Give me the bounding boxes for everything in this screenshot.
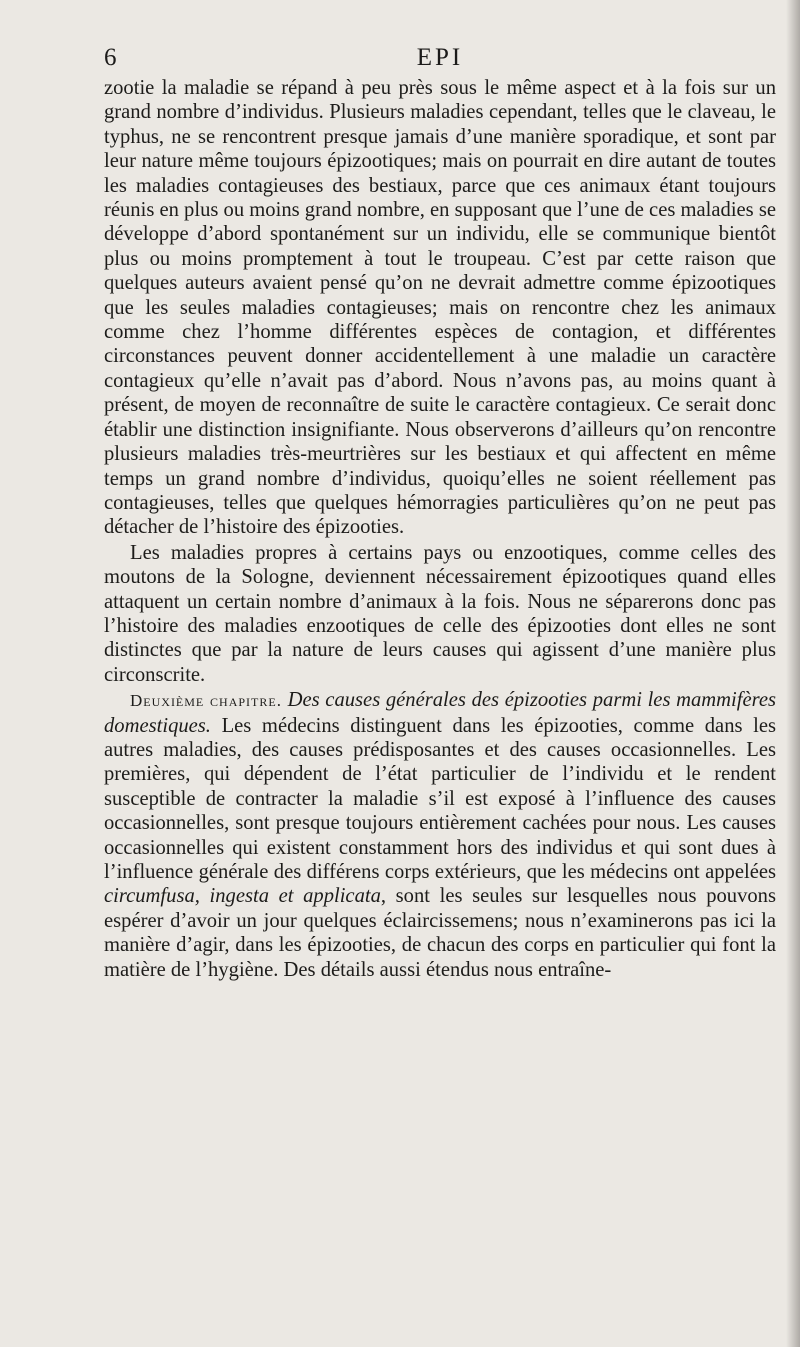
page-gutter-shadow	[786, 0, 800, 1347]
chapter-title: Des causes générales des épizooties parmi les mammifères domestiques.	[104, 689, 777, 737]
paragraph: zootie la maladie se répand à peu près sous le même aspect et à la fois sur un grand nombre d’individus. Plusieurs maladies cependant, telles que le claveau, le typhus, ne se rencontrent presque jamais d’une manière sporadique, et sont par leur nature même toujours épizootiques; mais on pourrait en dire autant de toutes les maladies contagieuses des bestiaux, parce que ces animaux étant toujours réunis en plus ou moins grand nombre, en supposant que l’une de ces maladies se développe d’abord spontanément sur un individu, elle se communique bientôt plus ou moins promptement à tout le troupeau. C’est par cette raison que quelques auteurs avaient pensé qu’on ne devrait admettre comme épizootiques que les seules maladies contagieuses; mais on rencontre chez les animaux comme chez l’homme différentes espèces de contagion, et différentes circonstances peuvent donner accidentellement à une maladie un caractère contagieux qu’elle n’avait pas d’abord. Nous n’avons pas, au moins quant à présent, de moyen de reconnaître de suite le caractère contagieux. Ce serait donc établir une distinction insignifiante. Nous observerons d’ailleurs qu’on rencontre plusieurs maladies très-meurtrières sur les bestiaux et qui affectent en même temps un grand nombre d’individus, quoiqu’elles ne soient réellement pas contagieuses, telles que quelques hémorragies particulières qu’on ne peut pas détacher de l’histoire des épizooties.	[104, 77, 777, 539]
paragraph: Les maladies propres à certains pays ou enzootiques, comme celles des moutons de la Sologne, deviennent nécessairement épizootiques quand elles attaquent un certain nombre d’animaux à la fois. Nous ne séparerons donc pas l’histoire des maladies enzootiques de celle des épizooties dont elles ne sont distinctes que par la nature de leurs causes qui agissent d’une manière plus circonscrite.	[104, 541, 776, 686]
page-number: 6	[104, 44, 117, 71]
running-head: EPI	[416, 44, 464, 71]
paragraph-text: Les médecins distinguent dans les épizooties, comme dans les autres maladies, des causes prédisposantes et des causes occasionnelles. Les premières, qui dépendent de l’état particulier de l’individu et le rendent susceptible de contracter la maladie s’il est exposé à l’influence des causes occasionnelles, sont presque toujours entièrement cachées pour nous. Les causes occasionnelles qui existent constamment hors des individus et qui sont dues à l’influence générale des différens corps extérieurs, que les médecins ont appelées	[104, 714, 776, 883]
paragraph-text: , sont les seules sur lesquelles nous pouvons espérer d’avoir un jour quelques éclaircissemens; nous n’examinerons pas ici la manière d’agir, dans les épizooties, de chacun des corps en particulier qui font la matière de l’hygiène. Des détails aussi étendus nous entraîne-	[104, 885, 776, 981]
latin-terms: circumfusa, ingesta et applicata	[104, 885, 381, 908]
body-text	[104, 76, 776, 982]
paragraph-chapter	[104, 688, 776, 982]
page-header	[104, 44, 776, 80]
chapter-label: Deuxième chapitre.	[130, 691, 282, 711]
